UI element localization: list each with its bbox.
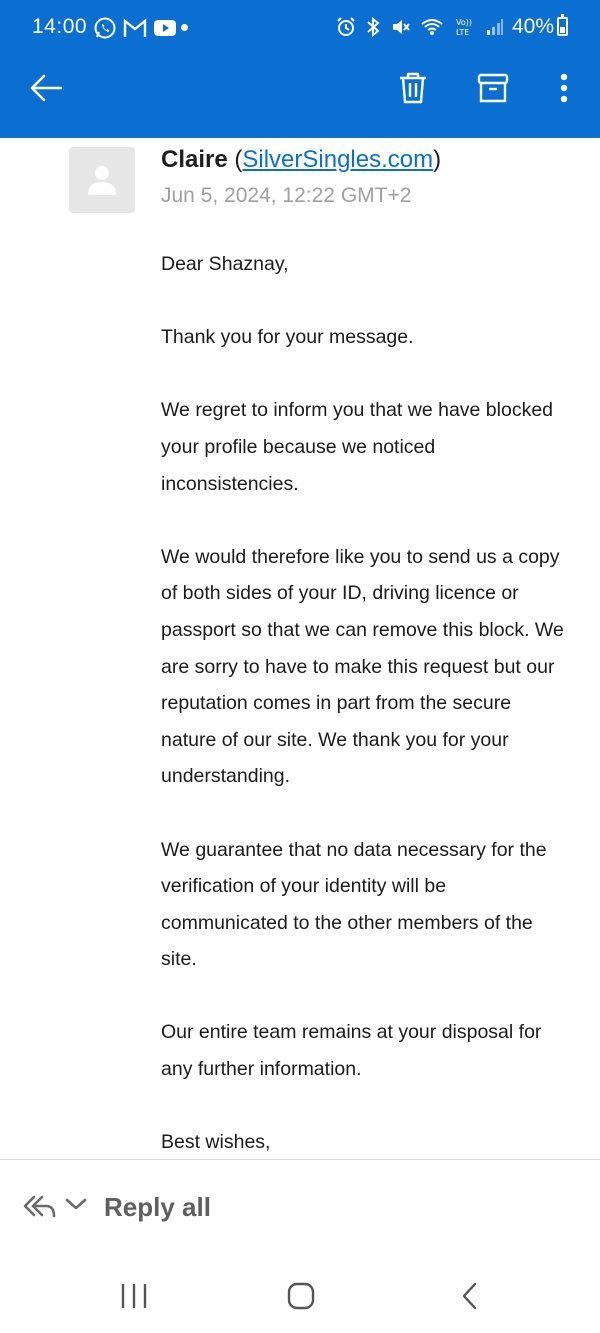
- delete-icon: [397, 71, 429, 110]
- bluetooth-icon: [366, 17, 380, 43]
- app-header: [0, 0, 600, 138]
- nav-back-button[interactable]: [456, 1280, 484, 1312]
- back-icon: [460, 1281, 480, 1311]
- more-options-button[interactable]: [540, 66, 588, 114]
- recents-icon: [119, 1282, 149, 1310]
- body-paragraph: Dear Shaznay,: [161, 253, 289, 275]
- body-paragraph: We guarantee that no data necessary for the verification of your identity will be communicated to the other members of the site.: [161, 838, 547, 971]
- alarm-icon: [336, 17, 356, 43]
- body-paragraph: We would therefore like you to send us a copy of both sides of your ID, driving licence or passport so that we can remove this block. We are sorry to have to make this request but our reputation comes in part from the secure nature of our site. We thank you for your understanding.: [161, 545, 564, 788]
- reply-all-button[interactable]: Reply all: [104, 1192, 211, 1222]
- delete-button[interactable]: [389, 66, 437, 114]
- recents-button[interactable]: [116, 1280, 152, 1312]
- svg-text:Vo)): Vo)): [456, 18, 472, 27]
- body-paragraph: Thank you for your message.: [161, 326, 414, 349]
- wifi-icon: [420, 17, 444, 43]
- avatar[interactable]: [69, 147, 135, 213]
- body-paragraph: Our entire team remains at your disposal for any further information.: [161, 1021, 542, 1081]
- status-bar: [0, 0, 600, 56]
- email-body: [161, 246, 571, 1197]
- home-button[interactable]: [284, 1280, 318, 1312]
- sender-name: Claire: [161, 146, 228, 173]
- notification-dot: [181, 24, 188, 31]
- reply-bar: [0, 1160, 600, 1260]
- home-icon: [286, 1281, 316, 1311]
- signal-icon: [486, 18, 504, 42]
- sender-domain-link[interactable]: SilverSingles.com: [242, 146, 434, 173]
- archive-icon: [477, 72, 509, 109]
- chevron-down-icon[interactable]: [64, 1196, 88, 1217]
- mute-icon: [390, 17, 410, 43]
- svg-text:LTE: LTE: [456, 28, 470, 37]
- email-date: Jun 5, 2024, 12:22 GMT+2: [161, 184, 412, 207]
- volte-icon: [454, 16, 476, 44]
- back-arrow-icon: [29, 73, 63, 108]
- sender-close-paren: ): [433, 146, 442, 173]
- body-paragraph: Best wishes,: [161, 1131, 271, 1154]
- back-button[interactable]: [22, 66, 70, 114]
- body-paragraph: We regret to inform you that we have blocked your profile because we noticed inconsistencies.: [161, 399, 554, 495]
- reply-all-icon[interactable]: [22, 1192, 58, 1227]
- whatsapp-icon: [93, 16, 117, 40]
- battery-icon: [557, 17, 568, 36]
- gmail-icon: [123, 17, 147, 39]
- youtube-icon: [153, 18, 177, 38]
- sender: [161, 146, 441, 174]
- person-icon: [85, 163, 119, 197]
- sender-open-paren: (: [234, 146, 243, 173]
- archive-button[interactable]: [469, 66, 517, 114]
- status-time: 14:00: [32, 15, 88, 38]
- more-vert-icon: [560, 73, 568, 108]
- system-nav-bar: [0, 1260, 600, 1333]
- battery-percent: 40%: [511, 15, 554, 38]
